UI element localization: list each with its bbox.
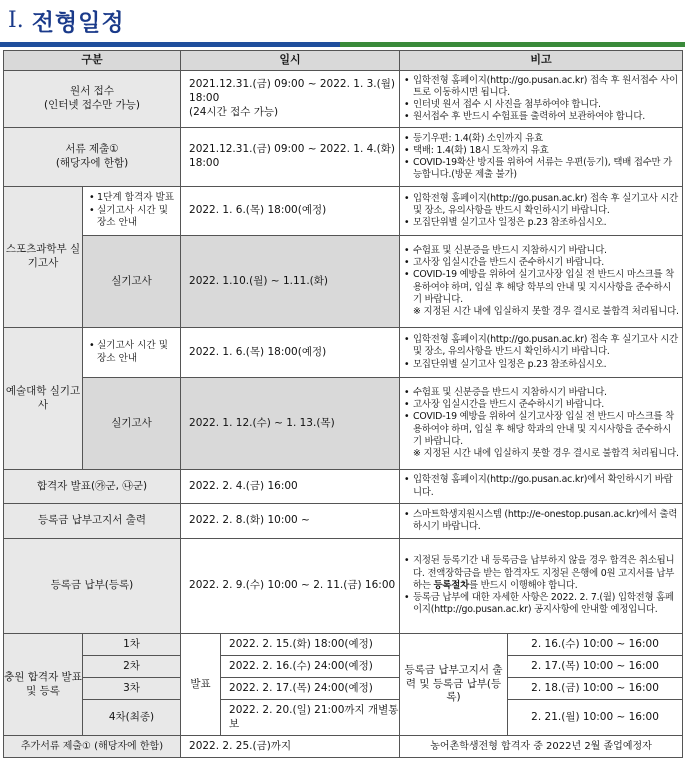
arts-exam-date: 2022. 1. 12.(수) ~ 1. 13.(목) xyxy=(181,378,400,470)
arts-exam-label: 실기고사 xyxy=(83,378,181,470)
table-row-round-3 xyxy=(4,678,683,700)
table-row-result xyxy=(4,470,683,504)
list-item: • 입학전형 홈페이지(http://go.pusan.ac.kr)에서 확인하시기 바랍니다. xyxy=(404,474,679,498)
arts-notice-date: 2022. 1. 6.(목) 18:00(예정) xyxy=(181,328,400,378)
table-row-sports-notice xyxy=(4,187,683,236)
extra-docs-label: 추가서류 제출① (해당자에 한함) xyxy=(4,736,181,758)
list-item: • 고사장 입실시간을 반드시 준수하시기 바랍니다. xyxy=(404,257,679,269)
online-label: 원서 접수 (인터넷 접수만 가능) xyxy=(4,71,181,128)
emphasis-text: 등록절차 xyxy=(433,579,469,591)
sports-exam-notes xyxy=(400,236,683,328)
list-item: • COVID-19 예방을 위하여 실기고사장 입실 전 반드시 마스크를 착용하여야 하며, 입실 후 해당 학과의 안내 및 지시사항을 준수하시기 바랍니다. xyxy=(404,411,679,448)
list-item: • 등록금 납부에 대한 자세한 사항은 2022. 2. 7.(월) 입학전형 홈페이지(http://go.pusan.ac.kr) 공지사항에 안내할 예정입니다. xyxy=(404,592,679,616)
announce-label: 발표 xyxy=(181,634,221,736)
result-date: 2022. 2. 4.(금) 16:00 xyxy=(181,470,400,504)
round-announce: 2022. 2. 20.(일) 21:00까지 개별통보 xyxy=(221,700,400,736)
schedule-table xyxy=(3,50,683,758)
round-pay: 2. 16.(수) 10:00 ~ 16:00 xyxy=(508,634,683,656)
table-row-round-2 xyxy=(4,656,683,678)
section-heading: 전형일정 xyxy=(31,9,125,36)
sports-notice-notes xyxy=(400,187,683,236)
online-date: 2021.12.31.(금) 09:00 ~ 2022. 1. 3.(월) 18:00 (24시간 접수 가능) xyxy=(181,71,400,128)
round-name: 3차 xyxy=(83,678,181,700)
result-notes xyxy=(400,470,683,504)
list-item: • 입학전형 홈페이지(http://go.pusan.ac.kr) 접속 후 실기고사 시간 및 장소, 유의사항을 반드시 확인하시기 바랍니다. xyxy=(404,193,679,217)
table-row-round-1 xyxy=(4,634,683,656)
sports-exam-label: 실기고사 xyxy=(83,236,181,328)
table-header-row xyxy=(4,51,683,71)
table-row-payment xyxy=(4,539,683,634)
table-row-arts-notice xyxy=(4,328,683,378)
list-item: • 실기고사 시간 및 장소 안내 xyxy=(89,205,180,231)
additional-label: 충원 합격자 발표 및 등록 xyxy=(4,634,83,736)
docs-date: 2021.12.31.(금) 09:00 ~ 2022. 1. 4.(화) 18:00 xyxy=(181,128,400,187)
header-note: 비고 xyxy=(400,51,683,71)
bill-label: 등록금 납부고지서 출력 xyxy=(4,504,181,539)
header-category: 구분 xyxy=(4,51,181,71)
payment-label: 등록금 납부(등록) xyxy=(4,539,181,634)
table-row-docs xyxy=(4,128,683,187)
title-underline-green xyxy=(340,42,685,47)
online-notes xyxy=(400,71,683,128)
list-item: • COVID-19 예방을 위하여 실기고사장 입실 전 반드시 마스크를 착용하여야 하며, 입실 후 해당 학부의 안내 및 지시사항을 준수하시기 바랍니다. xyxy=(404,269,679,306)
list-item: • 1단계 합격자 발표 xyxy=(89,192,180,205)
table-row-extra-docs xyxy=(4,736,683,758)
bill-notes xyxy=(400,504,683,539)
sports-label: 스포츠과학부 실기고사 xyxy=(4,187,83,328)
list-item: • 수험표 및 신분증을 반드시 지참하시기 바랍니다. xyxy=(404,387,679,399)
list-item: • 모집단위별 실기고사 일정은 p.23 참조하십시오. xyxy=(404,217,679,229)
title-underline-blue xyxy=(0,42,340,47)
list-item: • 수험표 및 신분증을 반드시 지참하시기 바랍니다. xyxy=(404,245,679,257)
warning-note: ※ 지정된 시간 내에 입실하지 못할 경우 결시로 불합격 처리됩니다. xyxy=(413,447,679,459)
extra-docs-date: 2022. 2. 25.(금)까지 xyxy=(181,736,400,758)
section-title xyxy=(8,2,125,38)
docs-notes xyxy=(400,128,683,187)
round-name: 2차 xyxy=(83,656,181,678)
table-row-bill xyxy=(4,504,683,539)
list-item: • 원서접수 후 반드시 수험표를 출력하여 보관하여야 합니다. xyxy=(404,111,679,123)
round-name: 1차 xyxy=(83,634,181,656)
header-date: 일시 xyxy=(181,51,400,71)
extra-docs-note: 농어촌학생전형 합격자 중 2022년 2월 졸업예정자 xyxy=(400,736,683,758)
table-row-online xyxy=(4,71,683,128)
round-pay: 2. 21.(월) 10:00 ~ 16:00 xyxy=(508,700,683,736)
table-row-arts-exam xyxy=(4,378,683,470)
list-item: • 모집단위별 실기고사 일정은 p.23 참조하십시오. xyxy=(404,359,679,371)
list-item: • 등기우편: 1.4(화) 소인까지 유효 xyxy=(404,133,679,145)
arts-notice-items xyxy=(83,328,181,378)
list-item: • 지정된 등록기간 내 등록금을 납부하지 않을 경우 합격은 취소됩니다. 전액장학금을 받는 합격자도 지정된 은행에 0원 고지서를 납부하는 등록절차를 반드시 이행해야 합니다. xyxy=(404,555,679,592)
round-announce: 2022. 2. 16.(수) 24:00(예정) xyxy=(221,656,400,678)
section-number: Ⅰ. xyxy=(8,7,24,33)
list-item: • 실기고사 시간 및 장소 안내 xyxy=(89,340,180,366)
arts-exam-notes xyxy=(400,378,683,470)
payment-notes xyxy=(400,539,683,634)
round-pay: 2. 18.(금) 10:00 ~ 16:00 xyxy=(508,678,683,700)
table-row-round-4 xyxy=(4,700,683,736)
list-item: • 택배: 1.4(화) 18시 도착까지 유효 xyxy=(404,145,679,157)
result-label: 합격자 발표(㉮군, ㉯군) xyxy=(4,470,181,504)
round-announce: 2022. 2. 15.(화) 18:00(예정) xyxy=(221,634,400,656)
list-item: • 인터넷 원서 접수 시 사진을 첨부하여야 합니다. xyxy=(404,99,679,111)
warning-note: ※ 지정된 시간 내에 입실하지 못할 경우 결시로 불합격 처리됩니다. xyxy=(413,305,679,317)
round-pay: 2. 17.(목) 10:00 ~ 16:00 xyxy=(508,656,683,678)
pay-label: 등록금 납부고지서 출력 및 등록금 납부(등록) xyxy=(400,634,508,736)
arts-label: 예술대학 실기고사 xyxy=(4,328,83,470)
list-item: • 고사장 입실시간을 반드시 준수하시기 바랍니다. xyxy=(404,399,679,411)
sports-notice-date: 2022. 1. 6.(목) 18:00(예정) xyxy=(181,187,400,236)
list-item: • 입학전형 홈페이지(http://go.pusan.ac.kr) 접속 후 실기고사 시간 및 장소, 유의사항을 반드시 확인하시기 바랍니다. xyxy=(404,334,679,358)
round-announce: 2022. 2. 17.(목) 24:00(예정) xyxy=(221,678,400,700)
arts-notice-notes xyxy=(400,328,683,378)
docs-label: 서류 제출① (해당자에 한함) xyxy=(4,128,181,187)
sports-notice-items xyxy=(83,187,181,236)
list-item: • 스마트학생지원시스템 (http://e-onestop.pusan.ac.kr)에서 출력하시기 바랍니다. xyxy=(404,509,679,533)
bill-date: 2022. 2. 8.(화) 10:00 ~ xyxy=(181,504,400,539)
sports-exam-date: 2022. 1.10.(월) ~ 1.11.(화) xyxy=(181,236,400,328)
payment-date: 2022. 2. 9.(수) 10:00 ~ 2. 11.(금) 16:00 xyxy=(181,539,400,634)
round-name: 4차(최종) xyxy=(83,700,181,736)
table-row-sports-exam xyxy=(4,236,683,328)
list-item: • COVID-19확산 방지를 위하여 서류는 우편(등기), 택배 접수만 가능합니다.(방문 제출 불가) xyxy=(404,157,679,181)
list-item: • 입학전형 홈페이지(http://go.pusan.ac.kr) 접속 후 원서접수 사이트로 이동하시면 됩니다. xyxy=(404,75,679,99)
